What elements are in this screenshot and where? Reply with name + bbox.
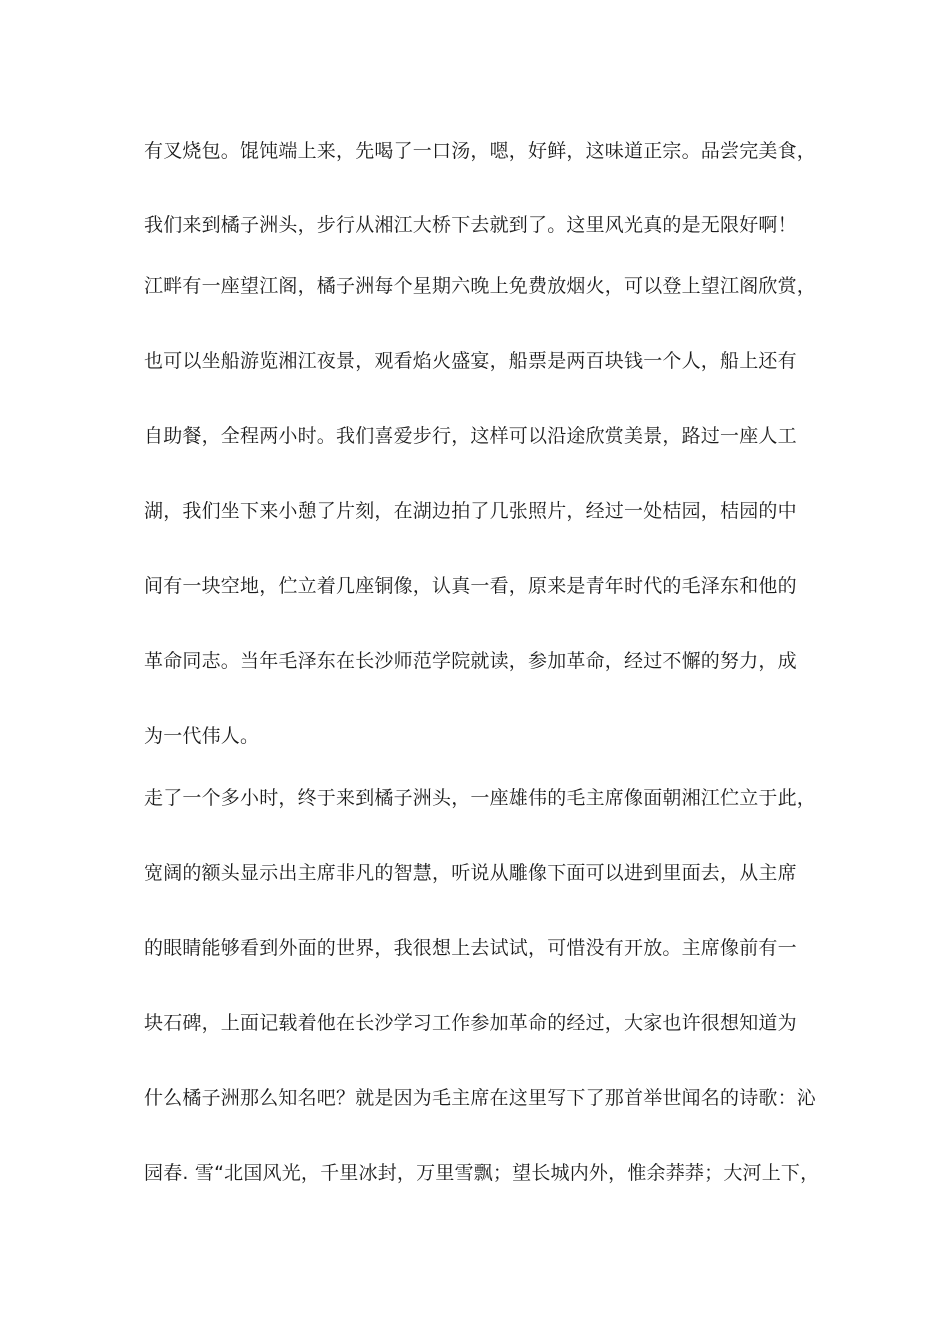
- text-line: 革命同志。当年毛泽东在长沙师范学院就读，参加革命，经过不懈的努力，成: [144, 650, 797, 672]
- text-line: 间有一块空地，伫立着几座铜像，认真一看，原来是青年时代的毛泽东和他的: [144, 575, 797, 597]
- text-line: 宽阔的额头显示出主席非凡的智慧，听说从雕像下面可以进到里面去，从主席: [144, 862, 797, 884]
- text-line: 有叉烧包。馄饨端上来，先喝了一口汤，嗯，好鲜，这味道正宗。品尝完美食，: [144, 140, 817, 162]
- text-line: 江畔有一座望江阁，橘子洲每个星期六晚上免费放烟火，可以登上望江阁欣赏，: [144, 275, 817, 297]
- text-line: 块石碑，上面记载着他在长沙学习工作参加革命的经过，大家也许很想知道为: [144, 1012, 797, 1034]
- text-line: 的眼睛能够看到外面的世界，我很想上去试试，可惜没有开放。主席像前有一: [144, 937, 797, 959]
- text-line: 走了一个多小时，终于来到橘子洲头，一座雄伟的毛主席像面朝湘江伫立于此，: [144, 787, 817, 809]
- text-line: 湖，我们坐下来小憩了片刻，在湖边拍了几张照片，经过一处桔园，桔园的中: [144, 500, 797, 522]
- text-line: 园春. 雪“北国风光，千里冰封，万里雪飘；望长城内外，惟余莽莽；大河上下，: [144, 1162, 820, 1184]
- text-line: 也可以坐船游览湘江夜景，观看焰火盛宴，船票是两百块钱一个人，船上还有: [144, 350, 797, 372]
- text-line: 我们来到橘子洲头，步行从湘江大桥下去就到了。这里风光真的是无限好啊！: [144, 214, 797, 236]
- text-line: 为一代伟人。: [144, 725, 260, 747]
- text-line: 自助餐，全程两小时。我们喜爱步行，这样可以沿途欣赏美景，路过一座人工: [144, 425, 797, 447]
- text-line: 什么橘子洲那么知名吧？就是因为毛主席在这里写下了那首举世闻名的诗歌：沁: [144, 1087, 817, 1109]
